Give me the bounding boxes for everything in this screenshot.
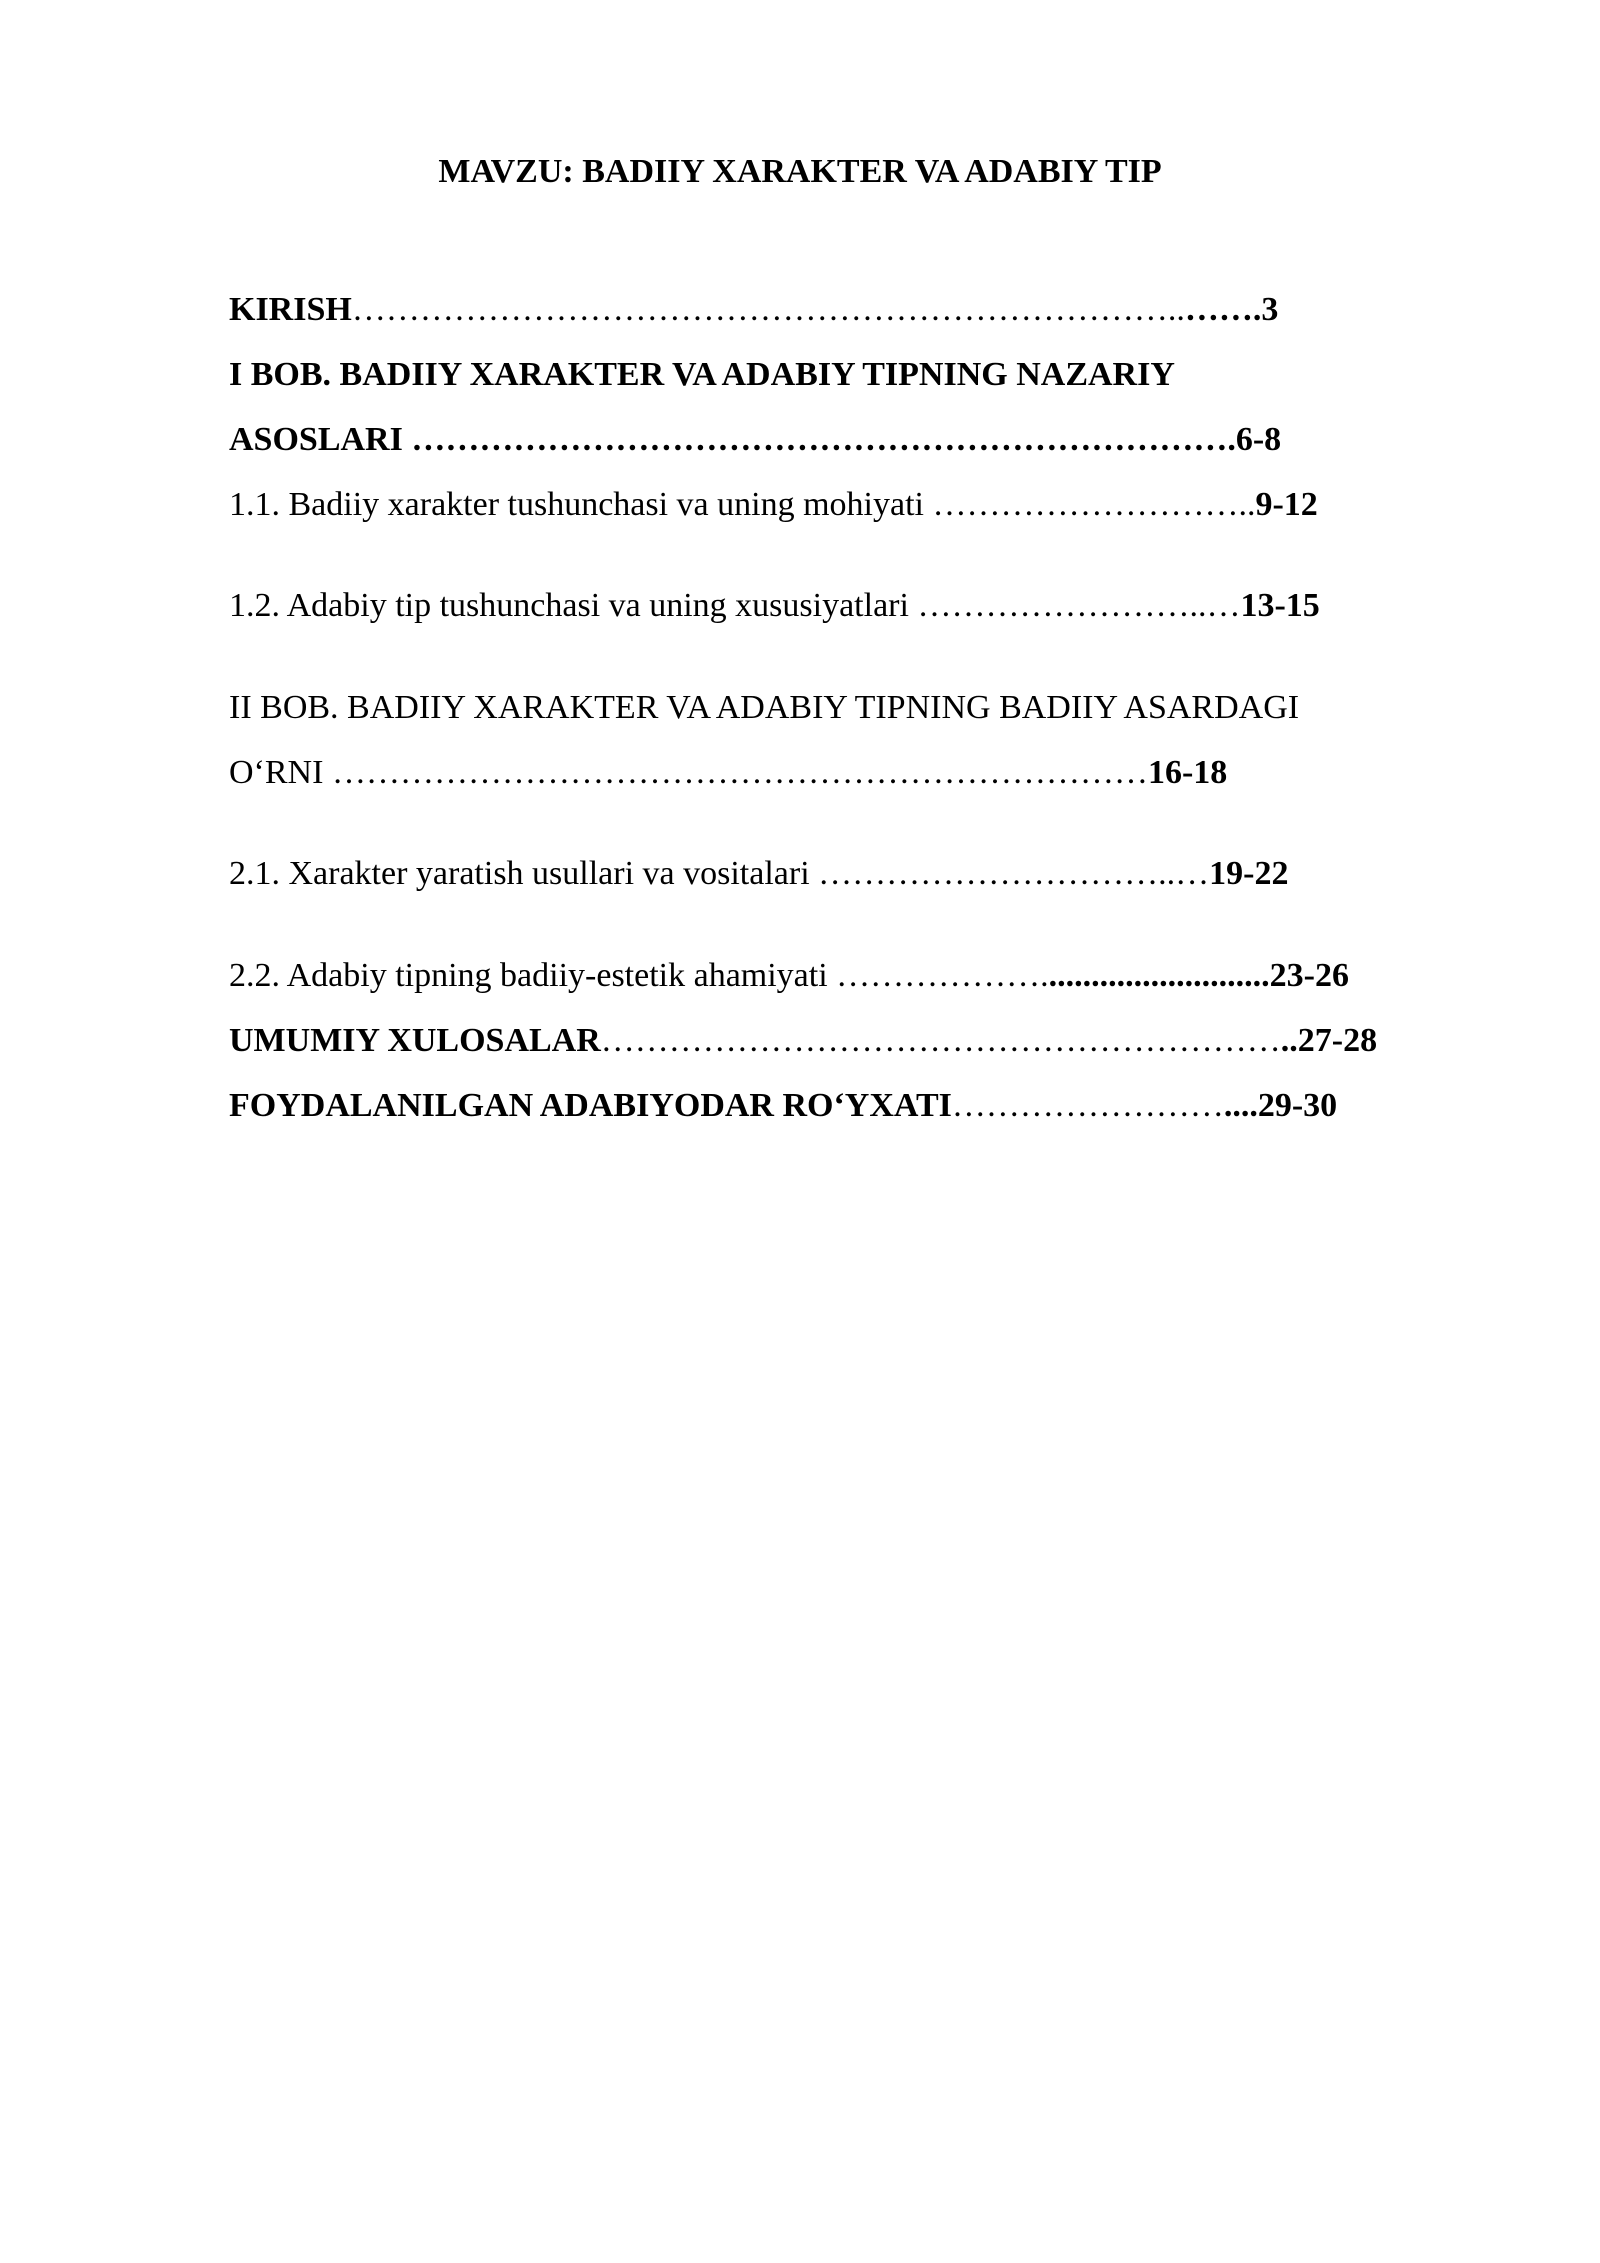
toc-leader: ………………. — [836, 957, 1049, 994]
toc-page-number: 6-8 — [1235, 421, 1282, 458]
toc-entry-xulosalar — [229, 1021, 1377, 1061]
toc-page-number: 23-26 — [1269, 957, 1349, 994]
toc-leader: …………………… — [951, 1087, 1224, 1124]
toc-label: 1.1. Badiiy xarakter tushunchasi va uning mohiyati — [229, 486, 933, 523]
toc-label: ASOSLARI — [229, 421, 412, 458]
toc-entry-1-2 — [229, 586, 1320, 626]
toc-leader-bold: ……. — [1184, 291, 1262, 328]
toc-page-number: 16-18 — [1147, 754, 1228, 791]
toc-label: 2.1. Xarakter yaratish usullari va vositalari — [229, 855, 819, 892]
page-title: MAVZU: BADIIY XARAKTER VA ADABIY TIP — [438, 153, 1162, 190]
toc-entry-1-1 — [229, 485, 1318, 525]
toc-leader: …………………………………………………… — [600, 1022, 1281, 1059]
toc-entry-2-1 — [229, 854, 1288, 894]
toc-page-number: 13-15 — [1240, 587, 1320, 624]
toc-entry-bob1-line2 — [229, 420, 1281, 460]
toc-page-number: 9-12 — [1255, 486, 1318, 523]
toc-leader: ……………………….. — [932, 486, 1256, 523]
toc-leader: …………………………..… — [818, 855, 1210, 892]
toc-entry-bob1-line1: I BOB. BADIIY XARAKTER VA ADABIY TIPNING NAZARIY — [229, 356, 1175, 393]
toc-label: KIRISH — [229, 291, 352, 328]
toc-leader-bold: .. — [1280, 1022, 1298, 1059]
toc-entry-bob2-line2 — [229, 753, 1227, 793]
toc-leader: ……………………………………………………………… — [331, 754, 1148, 791]
toc-page-number: 19-22 — [1209, 855, 1289, 892]
toc-label: FOYDALANILGAN ADABIYODAR RO‘YXATI — [229, 1087, 952, 1124]
toc-leader: ……………………………………………………………….. — [351, 291, 1185, 328]
toc-label: 2.2. Adabiy tipning badiiy-estetik ahamiyati — [229, 957, 837, 994]
toc-label: UMUMIY XULOSALAR — [229, 1022, 601, 1059]
toc-label: 1.2. Adabiy tip tushunchasi va uning xususiyatlari — [229, 587, 918, 624]
toc-page-number: 27-28 — [1297, 1022, 1378, 1059]
toc-entry-bob2-line1: II BOB. BADIIY XARAKTER VA ADABIY TIPNING BADIIY ASARDAGI — [229, 689, 1300, 726]
toc-entry-2-2 — [229, 956, 1349, 996]
toc-page-number: 29-30 — [1257, 1087, 1338, 1124]
toc-page-number: 3 — [1261, 291, 1279, 328]
toc-entry-adabiyotlar — [229, 1086, 1337, 1126]
toc-entry-kirish — [229, 290, 1278, 330]
toc-leader: ………………………………………………………………. — [411, 421, 1236, 458]
toc-label: O‘RNI — [229, 754, 332, 791]
toc-leader-bold: .......................... — [1048, 957, 1270, 994]
toc-leader-bold: .... — [1223, 1087, 1258, 1124]
toc-leader: ……………………..… — [917, 587, 1241, 624]
